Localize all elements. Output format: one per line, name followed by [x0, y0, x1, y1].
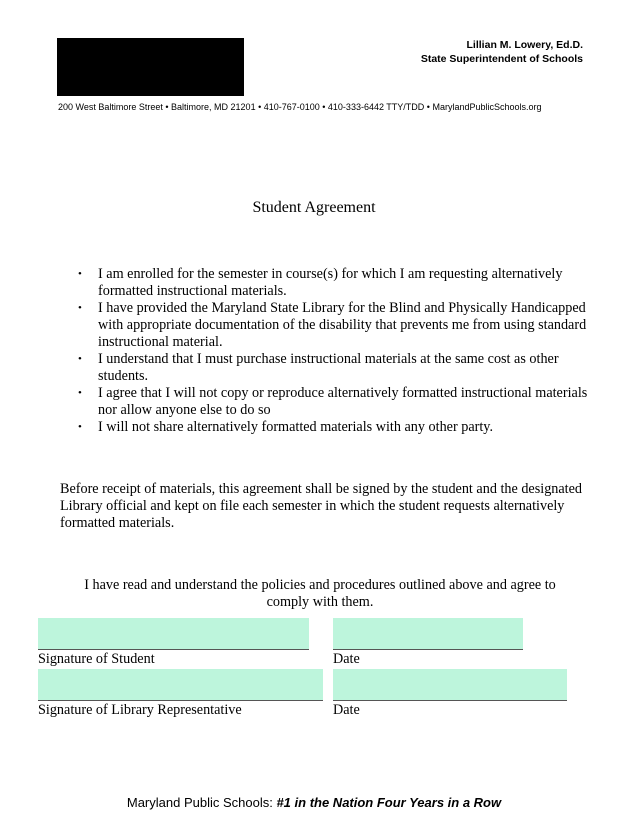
- student-signature-label: Signature of Student: [38, 651, 155, 667]
- library-date-label: Date: [333, 702, 360, 718]
- student-signature-field[interactable]: [38, 618, 309, 650]
- bullet-text: I will not share alternatively formatted materials with any other party.: [98, 419, 494, 435]
- library-date-field[interactable]: [333, 669, 567, 701]
- policy-paragraph: Before receipt of materials, this agreement shall be signed by the student and the designated Library official and kept on file each semester in which the student requests alternatively formatted materials.: [60, 481, 583, 531]
- bullet-icon: •: [78, 268, 82, 280]
- address-line: 200 West Baltimore Street • Baltimore, MD 21201 • 410-767-0100 • 410-333-6442 TTY/TDD • MarylandPublicSchools.org: [58, 102, 542, 112]
- superintendent-name: Lillian M. Lowery, Ed.D.: [466, 39, 583, 51]
- footer-slogan: #1 in the Nation Four Years in a Row: [276, 795, 502, 810]
- bullet-text: I am enrolled for the semester in course(s) for which I am requesting alternatively formatted instructional materials.: [98, 266, 563, 299]
- bullet-icon: •: [78, 387, 82, 399]
- redacted-logo: [57, 38, 244, 96]
- list-item: [75, 385, 595, 419]
- student-date-label: Date: [333, 651, 360, 667]
- agreement-statement: I have read and understand the policies and procedures outlined above and agree to comply with them.: [84, 577, 556, 610]
- bullet-text: I have provided the Maryland State Library for the Blind and Physically Handicapped with appropriate documentation of the disability that prevents me from using standard instructional material.: [98, 300, 587, 350]
- footer-prefix: Maryland Public Schools:: [126, 795, 277, 810]
- footer-tagline: [0, 795, 628, 810]
- superintendent-title: State Superintendent of Schools: [420, 53, 583, 65]
- document-title: Student Agreement: [252, 199, 376, 216]
- student-date-field[interactable]: [333, 618, 523, 650]
- list-item: [75, 266, 595, 300]
- list-item: [75, 419, 595, 436]
- library-signature-field[interactable]: [38, 669, 323, 701]
- agreement-bullet-list: [75, 266, 595, 436]
- list-item: [75, 300, 595, 351]
- bullet-icon: •: [78, 302, 82, 314]
- bullet-text: I understand that I must purchase instructional materials at the same cost as other students.: [98, 351, 559, 384]
- list-item: [75, 351, 595, 385]
- bullet-icon: •: [78, 353, 82, 365]
- library-signature-label: Signature of Library Representative: [38, 702, 242, 718]
- bullet-text: I agree that I will not copy or reproduce alternatively formatted instructional materials nor allow anyone else to do so: [98, 385, 588, 418]
- bullet-icon: •: [78, 421, 82, 433]
